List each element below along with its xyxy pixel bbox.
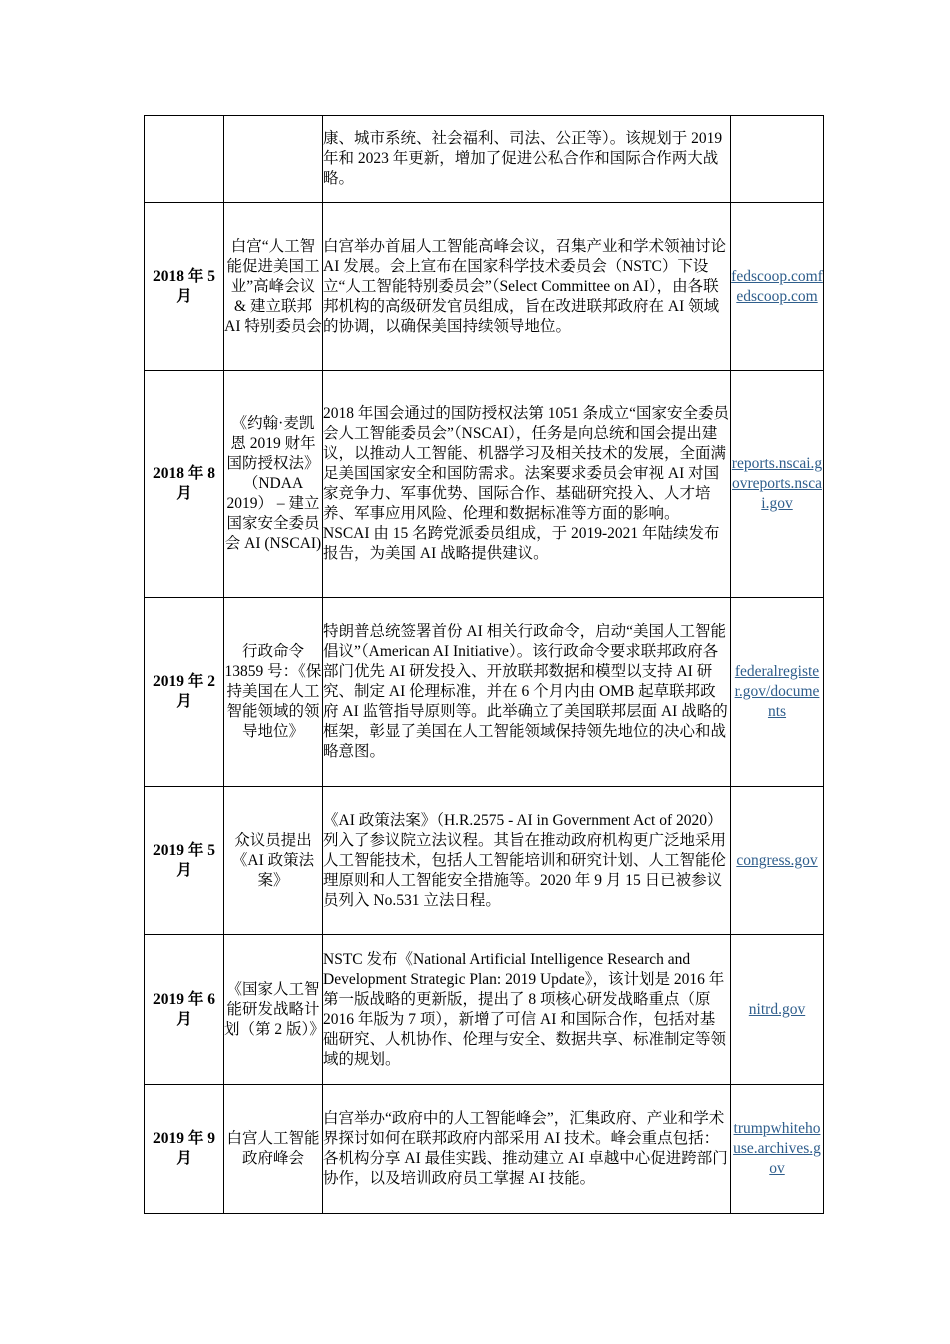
table-row (145, 1085, 824, 1214)
table-row (145, 935, 824, 1085)
event-cell: 白宫人工智能政府峰会 (224, 1085, 323, 1214)
date-cell: 2019 年 5 月 (145, 787, 224, 935)
event-cell (224, 116, 323, 203)
source-cell (731, 787, 824, 935)
event-cell: 众议员提出《AI 政策法案》 (224, 787, 323, 935)
description-cell (323, 116, 731, 203)
source-link[interactable]: reports.nscai.govreports.nscai.gov (731, 455, 823, 512)
description-cell (323, 935, 731, 1085)
event-cell: 《约翰·麦凯恩 2019 财年国防授权法》（NDAA 2019） – 建立国家安全委员会 AI (NSCAI) (224, 371, 323, 598)
description-text: 白宫举办首届人工智能高峰会议，召集产业和学术领袖讨论 AI 发展。会上宣布在国家科学技术委员会（NSTC）下设立“人工智能特别委员会”（Select Committee on AI），由各联邦机构的高级研发官员组成，旨在改进联邦政府在 AI 领域的协调，以确保美国持续领导地位。 (323, 237, 727, 335)
source-cell (731, 1085, 824, 1214)
table-row (145, 203, 824, 371)
source-cell (731, 203, 824, 371)
date-cell (145, 116, 224, 203)
table-row (145, 598, 824, 787)
description-text: NSTC 发布《National Artificial Intelligence Research and Development Strategic Plan: 2019 Update》，该计划是 2016 年第一版战略的更新版，提出了 8 项核心研发战略重点（原 2016 年版为 7 项），新增了可信 AI 和国际合作，包括对基础研究、人机协作、伦理与安全、数据共享、标准制定等领域的规划。 (323, 950, 727, 1068)
date-cell: 2018 年 8 月 (145, 371, 224, 598)
source-link[interactable]: nitrd.gov (748, 1000, 806, 1018)
source-link[interactable]: federalregister.gov/documents (734, 663, 820, 720)
policy-timeline-table (144, 115, 824, 1214)
source-cell (731, 116, 824, 203)
description-cell (323, 787, 731, 935)
description-text: 《AI 政策法案》（H.R.2575 - AI in Government Act of 2020）列入了参议院立法议程。其旨在推动政府机构更广泛地采用人工智能技术，包括人工智能培训和研究计划、人工智能伦理原则和人工智能安全措施等。2020 年 9 月 15 日已被参议员列入 No.531 立法日程。 (323, 811, 727, 909)
description-cell (323, 1085, 731, 1214)
table-row (145, 371, 824, 598)
source-cell (731, 598, 824, 787)
source-link[interactable]: congress.gov (736, 851, 818, 869)
description-text: 2018 年国会通过的国防授权法第 1051 条成立“国家安全委员会人工智能委员会”（NSCAI），任务是向总统和国会提出建议，以推动人工智能、机器学习及相关技术的发展，全面满足美国国家安全和国防需求。法案要求委员会审视 AI 对国家竞争力、军事优势、国际合作、基础研究投入、人才培养、军事应用风险、伦理和数据标准等方面的影响。 NSCAI 由 15 名跨党派委员组成，于 2019-2021 年陆续发布报告，为美国 AI 战略提供建议。 (323, 405, 730, 562)
description-cell (323, 371, 731, 598)
source-cell (731, 935, 824, 1085)
source-link[interactable]: fedscoop.comfedscoop.com (731, 267, 823, 305)
event-cell: 《国家人工智能研发战略计划（第 2 版）》 (224, 935, 323, 1085)
table-row (145, 787, 824, 935)
description-text: 康、城市系统、社会福利、司法、公正等）。该规划于 2019 年和 2023 年更新，增加了促进公私合作和国际合作两大战略。 (323, 130, 723, 187)
date-cell: 2018 年 5 月 (145, 203, 224, 371)
description-cell (323, 203, 731, 371)
date-cell: 2019 年 9 月 (145, 1085, 224, 1214)
date-cell: 2019 年 2 月 (145, 598, 224, 787)
date-cell: 2019 年 6 月 (145, 935, 224, 1085)
source-link[interactable]: trumpwhitehouse.archives.gov (733, 1120, 821, 1177)
description-cell (323, 598, 731, 787)
description-text: 特朗普总统签署首份 AI 相关行政命令，启动“美国人工智能倡议”（American AI Initiative）。该行政命令要求联邦政府各部门优先 AI 研发投入、开放联邦数据和模型以支持 AI 研究、制定 AI 伦理标准，并在 6 个月内由 OMB 起草联邦政府 AI 监管指导原则等。此举确立了美国联邦层面 AI 战略的框架，彰显了美国在人工智能领域保持领先地位的决心和战略意图。 (323, 623, 728, 760)
description-text: 白宫举办“政府中的人工智能峰会”，汇集政府、产业和学术界探讨如何在联邦政府内部采用 AI 技术。峰会重点包括：各机构分享 AI 最佳实践、推动建立 AI 卓越中心促进跨部门协作，以及培训政府员工掌握 AI 技能。 (323, 1110, 728, 1187)
event-cell: 白宫“人工智能促进美国工业”高峰会议 & 建立联邦 AI 特别委员会 (224, 203, 323, 371)
table-row (145, 116, 824, 203)
event-cell: 行政命令 13859 号：《保持美国在人工智能领域的领导地位》 (224, 598, 323, 787)
source-cell (731, 371, 824, 598)
